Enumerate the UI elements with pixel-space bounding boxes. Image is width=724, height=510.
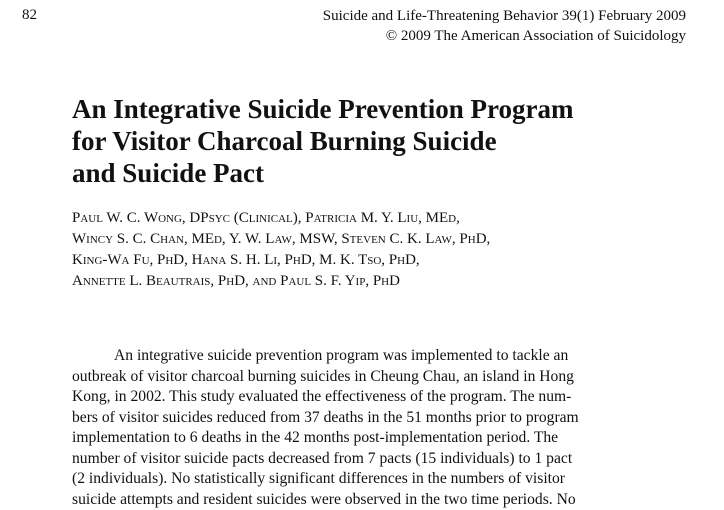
page-number: 82: [22, 6, 37, 24]
title-line: and Suicide Pact: [72, 157, 692, 189]
author-list: [72, 208, 692, 292]
author-line: King-Wa Fu, PhD, Hana S. H. Li, PhD, M. K. Tso, PhD,: [72, 250, 692, 271]
author-line: Paul W. C. Wong, DPsyc (Clinical), Patricia M. Y. Liu, MEd,: [72, 208, 692, 229]
title-line: for Visitor Charcoal Burning Suicide: [72, 125, 692, 157]
author-line: Wincy S. C. Chan, MEd, Y. W. Law, MSW, Steven C. K. Law, PhD,: [72, 229, 692, 250]
author-line: Annette L. Beautrais, PhD, and Paul S. F. Yip, PhD: [72, 271, 692, 292]
abstract-line: Kong, in 2002. This study evaluated the effectiveness of the program. The num-: [72, 387, 652, 408]
abstract-line: (2 individuals). No statistically significant differences in the numbers of visitor: [72, 469, 652, 490]
journal-citation: Suicide and Life-Threatening Behavior 39(1) February 2009: [226, 6, 686, 26]
abstract-paragraph: [72, 346, 652, 510]
abstract-line: suicide attempts and resident suicides were observed in the two time periods. No: [72, 490, 652, 510]
journal-copyright: © 2009 The American Association of Suicidology: [226, 26, 686, 46]
abstract-line: outbreak of visitor charcoal burning suicides in Cheung Chau, an island in Hong: [72, 367, 652, 388]
title-line: An Integrative Suicide Prevention Program: [72, 93, 692, 125]
abstract-line: number of visitor suicide pacts decreased from 7 pacts (15 individuals) to 1 pact: [72, 449, 652, 470]
abstract-line: implementation to 6 deaths in the 42 months post-implementation period. The: [72, 428, 652, 449]
journal-header: [226, 6, 686, 46]
abstract-line: An integrative suicide prevention program was implemented to tackle an: [72, 346, 652, 367]
abstract-line: bers of visitor suicides reduced from 37 deaths in the 51 months prior to program: [72, 408, 652, 429]
article-title: [72, 93, 692, 189]
